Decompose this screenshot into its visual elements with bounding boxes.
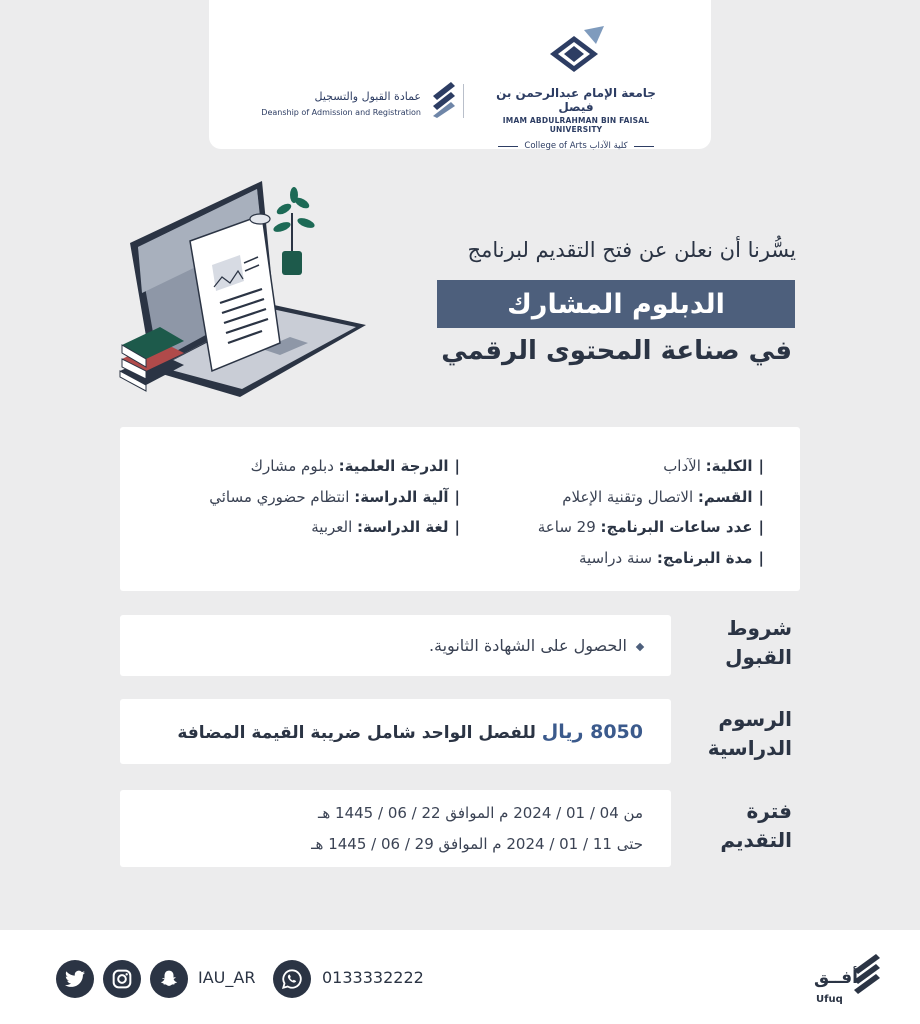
info-row-department: |القسم: الاتصال وتقنية الإعلام: [562, 487, 764, 506]
info-label: مدة البرنامج:: [656, 548, 753, 567]
deanship-name-en: Deanship of Admission and Registration: [261, 108, 421, 117]
whatsapp-link[interactable]: [273, 960, 311, 998]
info-label: القسم:: [697, 487, 753, 506]
ufuq-brand-en: Ufuq: [816, 994, 843, 1005]
footer: [0, 930, 920, 1024]
info-row-degree: |الدرجة العلمية: دبلوم مشارك: [250, 457, 460, 475]
period-from: من 04 / 01 / 2024 م الموافق 22 / 06 / 1445 هـ: [317, 803, 643, 822]
info-row-college: |الكلية: الآداب: [663, 457, 764, 475]
info-label: الدرجة العلمية:: [338, 457, 449, 475]
college-name: College of Arts كلية الآداب: [524, 141, 628, 151]
bullet-diamond-icon: [636, 642, 644, 650]
info-column-right: [538, 451, 764, 573]
requirements-box: [120, 615, 671, 676]
twitter-icon: [65, 970, 85, 988]
university-name-ar: جامعة الإمام عبدالرحمن بن فيصل: [496, 86, 656, 114]
info-row-hours: |عدد ساعات البرنامج: 29 ساعة: [537, 518, 764, 536]
requirements-label: شروط القبول: [725, 616, 792, 669]
ufuq-logo: [810, 948, 882, 1014]
info-row-duration: |مدة البرنامج: سنة دراسية: [578, 548, 764, 567]
period-to: حتى 11 / 01 / 2024 م الموافق 29 / 06 / 1445 هـ: [311, 834, 643, 853]
program-subtitle: في صناعة المحتوى الرقمي: [441, 336, 792, 366]
deanship-logo-icon: [433, 82, 455, 118]
info-value: دبلوم مشارك: [250, 457, 334, 475]
deanship-block: [245, 82, 455, 122]
instagram-icon: [112, 969, 132, 989]
info-label: عدد ساعات البرنامج:: [600, 518, 753, 536]
instagram-link[interactable]: [103, 960, 141, 998]
requirement-item: [120, 636, 643, 655]
application-period-box: [120, 790, 671, 867]
phone-number[interactable]: 0133332222: [322, 968, 424, 987]
info-value: سنة دراسية: [578, 548, 653, 567]
fees-label: الرسوم الدراسية: [707, 707, 792, 760]
fee-description: للفصل الواحد شامل ضريبة القيمة المضافة: [177, 722, 536, 743]
laptop-illustration: [112, 175, 374, 405]
deanship-name-ar: عمادة القبول والتسجيل: [314, 90, 421, 103]
college-line-left: [498, 146, 518, 147]
whatsapp-icon: [281, 968, 303, 990]
info-value: العربية: [311, 518, 353, 536]
announcement-intro: يسُّرنا أن نعلن عن فتح التقديم لبرنامج: [467, 238, 796, 262]
fee-amount: 8050 ريال: [541, 720, 643, 743]
program-title: الدبلوم المشارك: [437, 280, 795, 328]
header-card: [209, 0, 711, 149]
header-divider: [463, 84, 464, 118]
info-label: آلية الدراسة:: [354, 487, 449, 506]
fees-line: [120, 721, 643, 743]
college-row: [481, 141, 671, 151]
info-value: الآداب: [663, 457, 701, 475]
info-label: لغة الدراسة:: [357, 518, 449, 536]
program-info-card: [120, 427, 800, 591]
university-name-en: IMAM ABDULRAHMAN BIN FAISAL UNIVERSITY: [502, 116, 650, 134]
twitter-link[interactable]: [56, 960, 94, 998]
info-row-language: |لغة الدراسة: العربية: [311, 518, 460, 536]
college-line-right: [634, 146, 654, 147]
info-row-study-mode: |آلية الدراسة: انتظام حضوري مسائي: [209, 487, 460, 506]
social-handle[interactable]: IAU_AR: [198, 968, 256, 987]
application-period-label: فترة التقديم: [720, 799, 792, 852]
university-logo-icon: [544, 24, 608, 76]
snapchat-link[interactable]: [150, 960, 188, 998]
fees-box: [120, 699, 671, 764]
info-label: الكلية:: [705, 457, 753, 475]
info-column-left: [209, 451, 460, 543]
snapchat-icon: [159, 969, 179, 989]
university-block: [481, 24, 671, 151]
requirement-text: الحصول على الشهادة الثانوية.: [428, 636, 627, 655]
info-value: 29 ساعة: [537, 518, 596, 536]
info-value: انتظام حضوري مسائي: [209, 487, 350, 506]
ufuq-brand-ar: أفــق: [814, 968, 858, 988]
info-value: الاتصال وتقنية الإعلام: [562, 487, 694, 506]
